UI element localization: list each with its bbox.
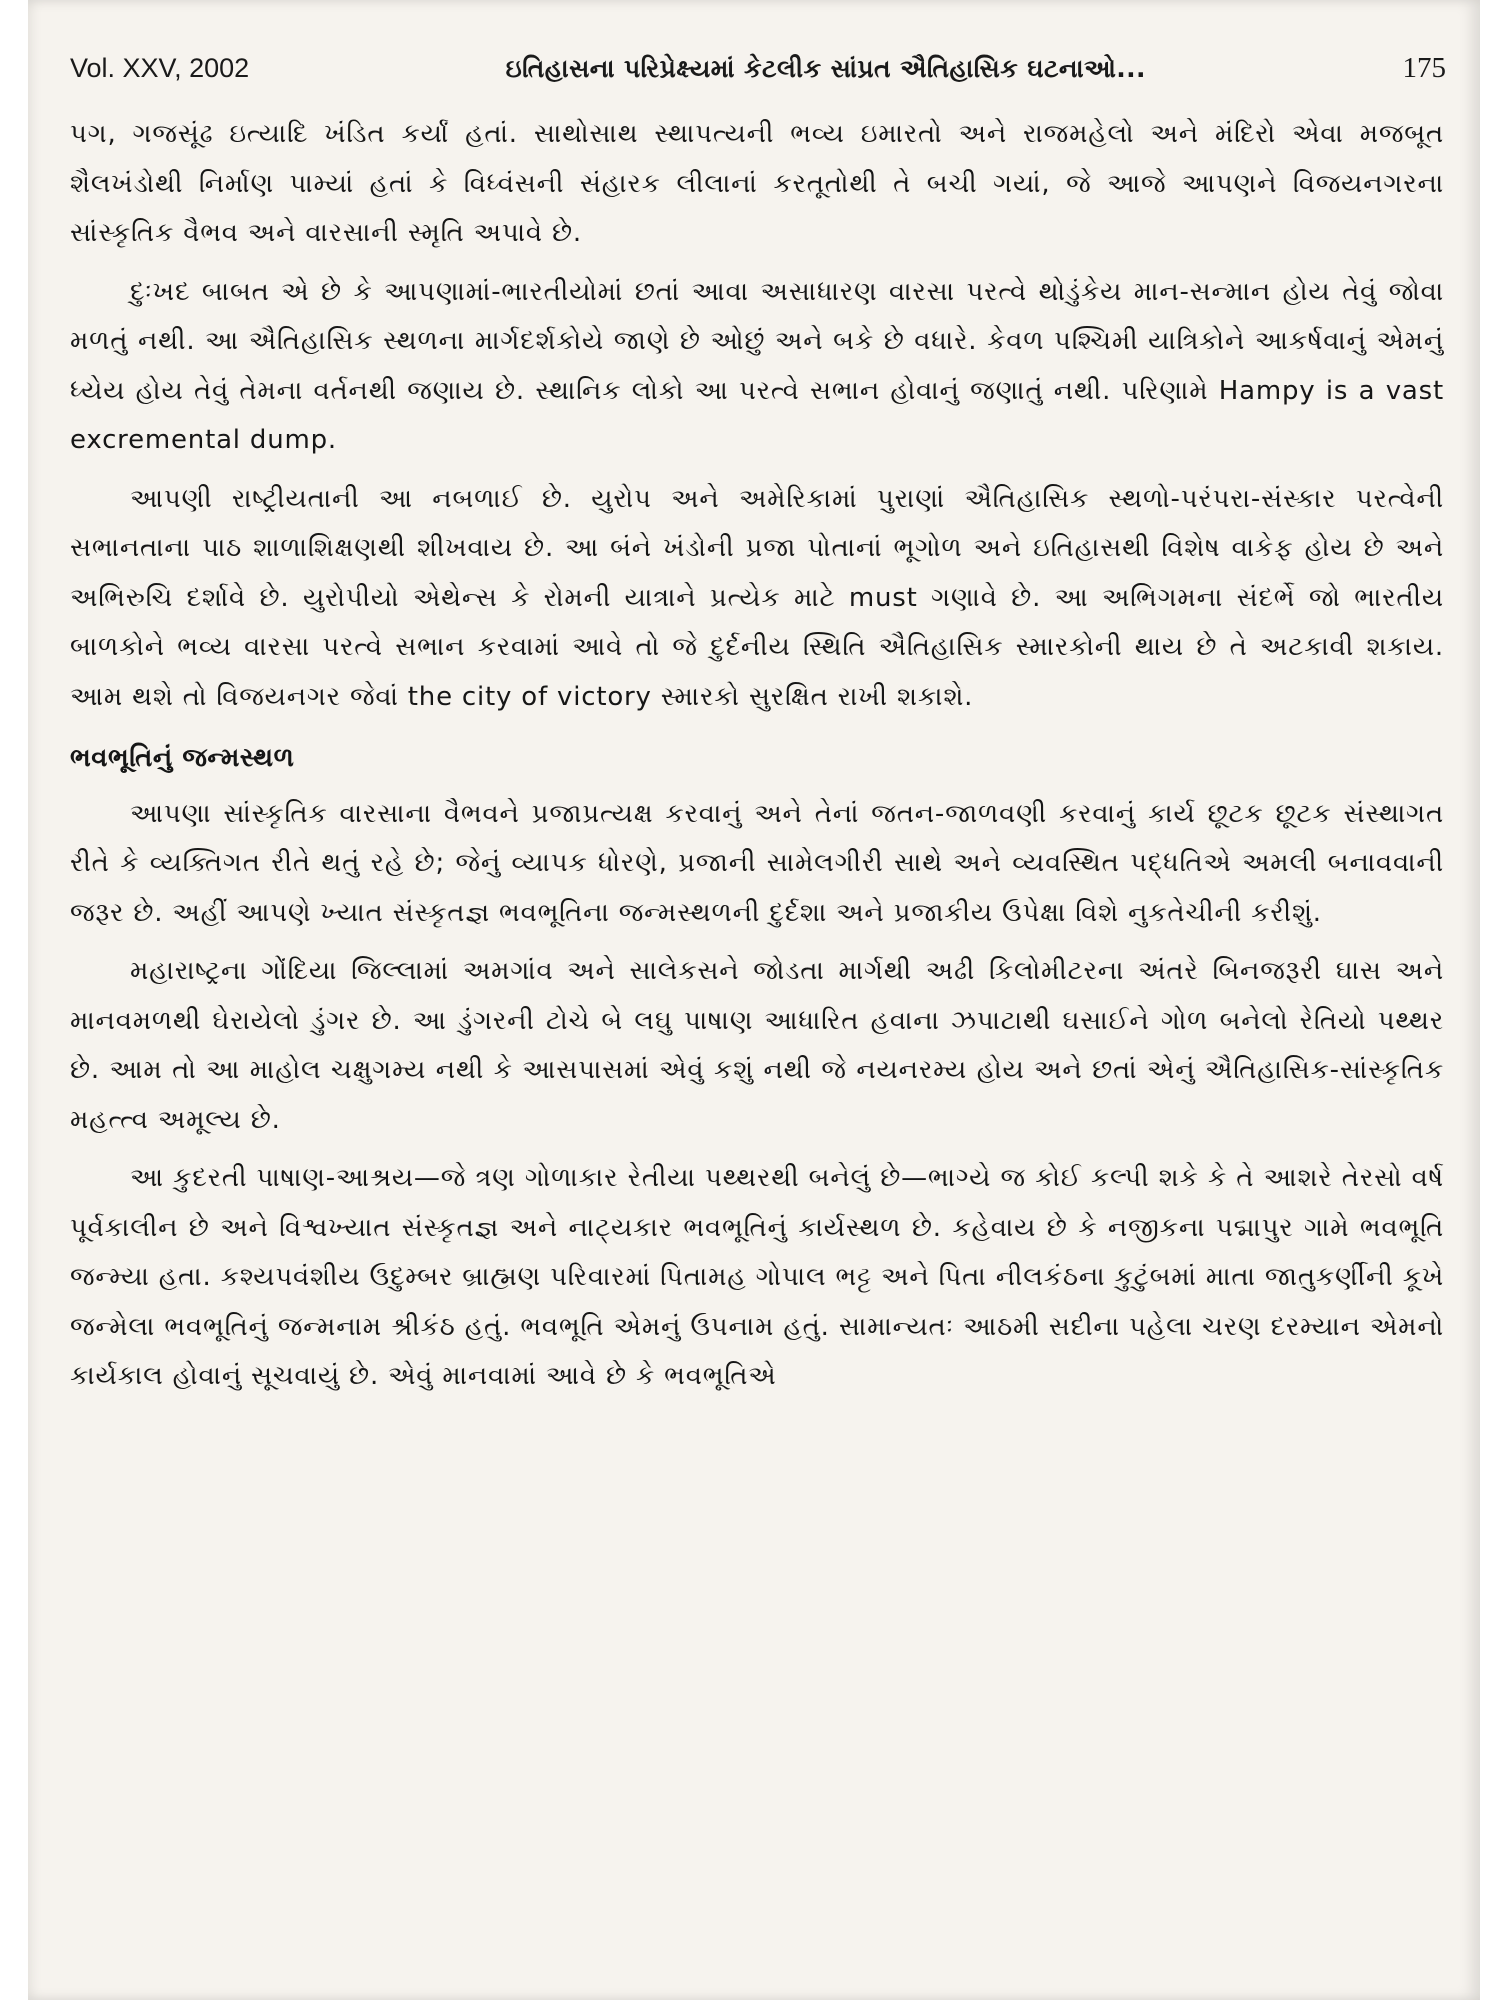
paragraph-5: મહારાષ્ટ્રના ગોંદિયા જિલ્લામાં અમગાંવ અને સાલેકસને જોડતા માર્ગથી અઢી કિલોમીટરના અંતરે બિનજરૂરી ઘાસ અને માનવમળથી ઘેરાયેલો ડુંગર છે. આ ડુંગરની ટોચે બે લઘુ પાષાણ આધારિત હવાના ઝપાટાથી ઘસાઈને ગોળ બનેલો રેતિયો પથ્થર છે. આમ તો આ માહોલ ચક્ષુગમ્ય નથી કે આસપાસમાં એવું કશું નથી જે નયનરમ્ય હોય અને છતાં એનું ઐતિહાસિક-સાંસ્કૃતિક મહત્ત્વ અમૂલ્ય છે. [70,956,1444,1135]
paragraph-1: પગ, ગજસૂંઢ ઇત્યાદિ ખંડિત કર્યાં હતાં. સાથોસાથ સ્થાપત્યની ભવ્ય ઇમારતો અને રાજમહેલો અને મંદિરો એવા મજબૂત શૈલખંડોથી નિર્માણ પામ્યાં હતાં કે વિધ્વંસની સંહારક લીલાનાં કરતૂતોથી તે બચી ગયાં, જે આજે આપણને વિજયનગરના સાંસ્કૃતિક વૈભવ અને વારસાની સ્મૃતિ અપાવે છે. [70,119,1444,248]
running-title: ઇતિહાસના પરિપ્રેક્ષ્યમાં કેટલીક સાંપ્રત ઐતિહાસિક ઘટનાઓ... [505,54,1146,83]
paragraph-4: આપણા સાંસ્કૃતિક વારસાના વૈભવને પ્રજાપ્રત્યક્ષ કરવાનું અને તેનાં જતન-જાળવણી કરવાનું કાર્ય છૂટક છૂટક સંસ્થાગત રીતે કે વ્યક્તિગત રીતે થતું રહે છે; જેનું વ્યાપક ધોરણે, પ્રજાની સામેલગીરી સાથે અને વ્યવસ્થિત પદ્ધતિએ અમલી બનાવવાની જરૂર છે. અહીં આપણે ખ્યાત સંસ્કૃતજ્ઞ ભવભૂતિના જન્મસ્થળની દુર્દશા અને પ્રજાકીય ઉપેક્ષા વિશે નુકતેચીની કરીશું. [70,798,1444,928]
volume-label: Vol. XXV, 2002 [70,53,250,83]
page-number: 175 [1402,52,1446,84]
paragraph-3: આપણી રાષ્ટ્રીયતાની આ નબળાઈ છે. યુરોપ અને અમેરિકામાં પુરાણાં ઐતિહાસિક સ્થળો-પરંપરા-સંસ્કાર પરત્વેની સભાનતાના પાઠ શાળાશિક્ષણથી શીખવાય છે. આ બંને ખંડોની પ્રજા પોતાનાં ભૂગોળ અને ઇતિહાસથી વિશેષ વાકેફ હોય છે અને અભિરુચિ દર્શાવે છે. યુરોપીયો એથેન્સ કે રોમની યાત્રાને પ્રત્યેક માટે must ગણાવે છે. આ અભિગમના સંદર્ભે જો ભારતીય બાળકોને ભવ્ય વારસા પરત્વે સભાન કરવામાં આવે તો જે દુર્દનીય સ્થિતિ ઐતિહાસિક સ્મારકોની થાય છે તે અટકાવી શકાય. આમ થશે તો વિજયનગર જેવાં the city of victory સ્મારકો સુરક્ષિત રાખી શકાશે. [70,483,1444,712]
paragraph-6: આ કુદરતી પાષાણ-આશ્રય—જે ત્રણ ગોળાકાર રેતીયા પથ્થરથી બનેલું છે—ભાગ્યે જ કોઈ કલ્પી શકે કે તે આશરે તેરસો વર્ષ પૂર્વકાલીન છે અને વિશ્વખ્યાત સંસ્કૃતજ્ઞ અને નાટ્યકાર ભવભૂતિનું કાર્યસ્થળ છે. કહેવાય છે કે નજીકના પદ્માપુર ગામે ભવભૂતિ જન્મ્યા હતા. કશ્યપવંશીય ઉદુમ્બર બ્રાહ્મણ પરિવારમાં પિતામહ ગોપાલ ભટ્ટ અને પિતા નીલકંઠના કુટુંબમાં માતા જાતુકર્ણીની કૂખે જન્મેલા ભવભૂતિનું જન્મનામ શ્રીકંઠ હતું. ભવભૂતિ એમનું ઉપનામ હતું. સામાન્યતઃ આઠમી સદીના પહેલા ચરણ દરમ્યાન એમનો કાર્યકાલ હોવાનું સૂચવાયું છે. એવું માનવામાં આવે છે કે ભવભૂતિએ [70,1163,1444,1391]
page-body [70,110,1444,1411]
section-heading: ભવભૂતિનું જન્મસ્થળ [70,743,295,773]
book-page [28,0,1480,2000]
running-header [70,52,1446,96]
paragraph-2: દુઃખદ બાબત એ છે કે આપણામાં-ભારતીયોમાં છતાં આવા અસાધારણ વારસા પરત્વે થોડુંકેય માન-સન્માન હોય તેવું જોવા મળતું નથી. આ ઐતિહાસિક સ્થળના માર્ગદર્શકોયે જાણે છે ઓછું અને બકે છે વધારે. કેવળ પશ્ચિમી યાત્રિકોને આકર્ષવાનું એમનું ધ્યેય હોય તેવું તેમના વર્તનથી જણાય છે. સ્થાનિક લોકો આ પરત્વે સભાન હોવાનું જણાતું નથી. પરિણામે Hampy is a vast excremental dump. [70,276,1444,455]
